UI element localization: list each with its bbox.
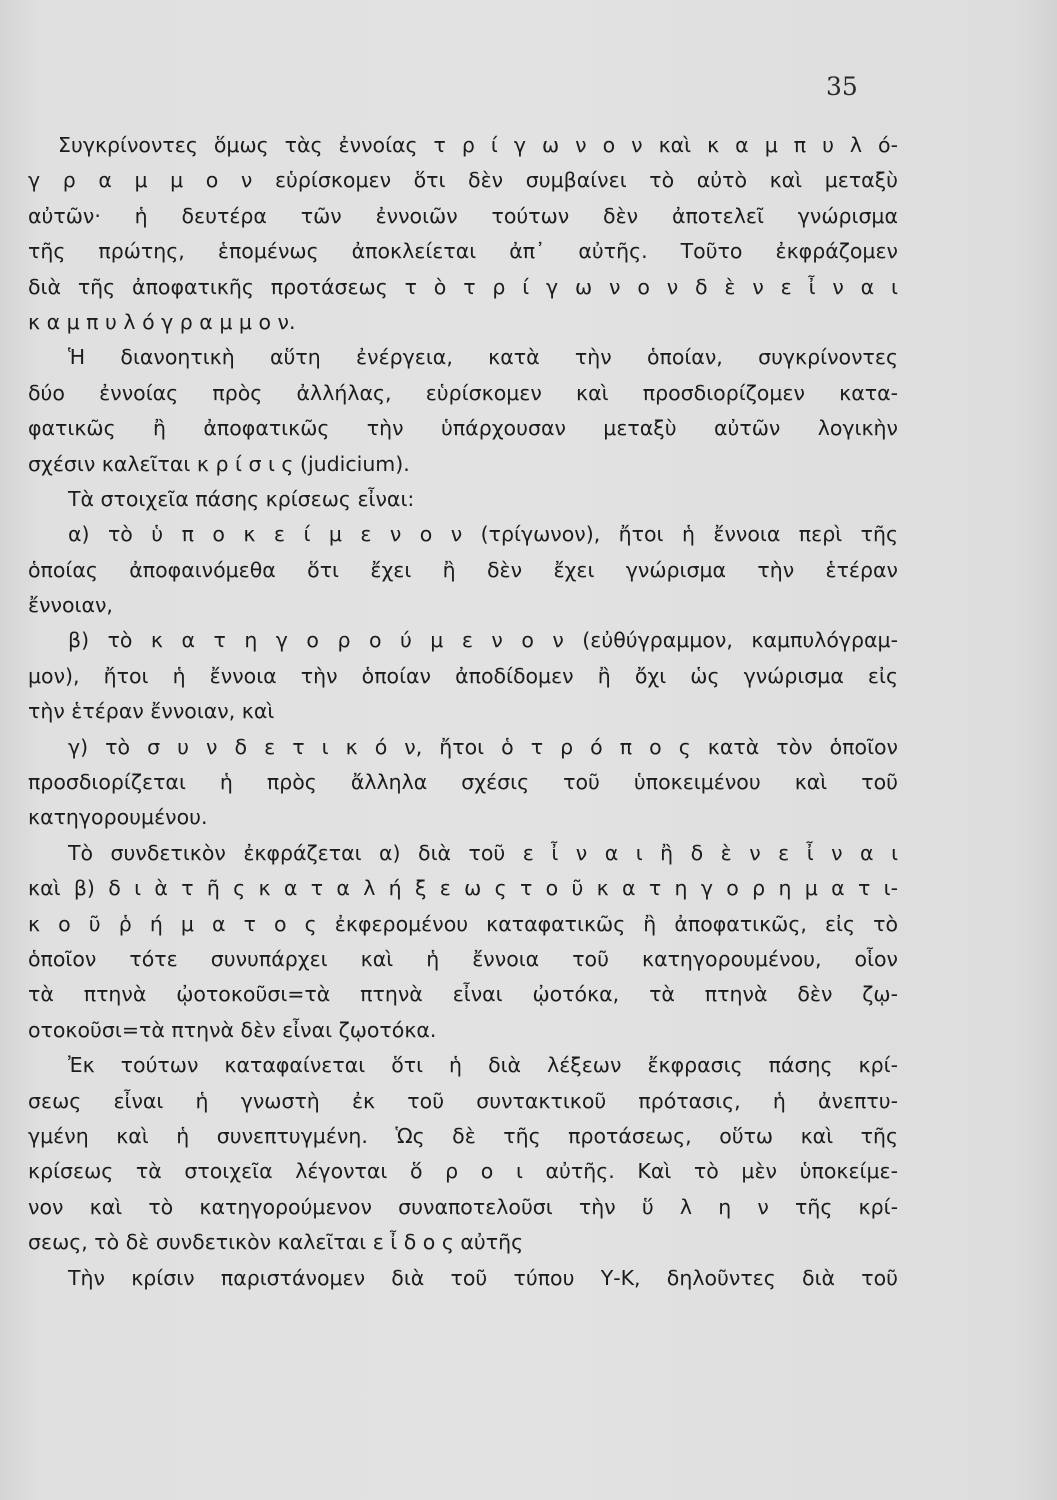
text-line: Ἡ διανοητικὴ αὕτη ἐνέργεια, κατὰ τὴν ὁποίαν, συγκρίνοντες: [68, 345, 898, 370]
text-line: α) τὸ ὑ π ο κ ε ί μ ε ν ο ν (τρίγωνον), ἤτοι ἡ ἔννοια περὶ τῆς: [68, 522, 898, 547]
text-line: οτοκοῦσι=τὰ πτηνὰ δὲν εἶναι ζῳοτόκα.: [28, 1017, 437, 1042]
text-line: γ ρ α μ μ ο ν εὑρίσκομεν ὅτι δὲν συμβαίνει τὸ αὐτὸ καὶ μεταξὺ: [28, 168, 898, 193]
text-line: διὰ τῆς ἀποφατικῆς προτάσεως τ ὸ τ ρ ί γ ω ν ο ν δ ὲ ν ε ἶ ν α ι: [28, 274, 898, 299]
text-line: σχέσιν καλεῖται κ ρ ί σ ι ς (judicium).: [28, 451, 410, 476]
text-line: τὴν ἑτέραν ἔννοιαν, καὶ: [28, 699, 275, 724]
text-line: ἔννοιαν,: [28, 593, 113, 618]
text-line: Τὸ συνδετικὸν ἐκφράζεται α) διὰ τοῦ ε ἶ ν α ι ἢ δ ὲ ν ε ἶ ν α ι: [68, 840, 898, 865]
text-line: ὁποῖον τότε συνυπάρχει καὶ ἡ ἔννοια τοῦ κατηγορουμένου, οἷον: [28, 946, 898, 971]
text-line: κ ο ῦ ῥ ή μ α τ ο ς ἐκφερομένου καταφατικῶς ἢ ἀποφατικῶς, εἰς τὸ: [28, 911, 898, 936]
page-number: 35: [826, 72, 858, 101]
text-line: προσδιορίζεται ἡ πρὸς ἄλληλα σχέσις τοῦ ὑποκειμένου καὶ τοῦ: [28, 770, 898, 795]
text-line: κατηγορουμένου.: [28, 805, 208, 830]
text-line: σεως εἶναι ἡ γνωστὴ ἐκ τοῦ συντακτικοῦ πρότασις, ἡ ἀνεπτυ-: [28, 1088, 898, 1113]
text-line: μον), ἤτοι ἡ ἔννοια τὴν ὁποίαν ἀποδίδομεν ἢ ὄχι ὡς γνώρισμα εἰς: [28, 663, 898, 688]
text-line: Τὴν κρίσιν παριστάνομεν διὰ τοῦ τύπου Υ-Κ, δηλοῦντες διὰ τοῦ: [68, 1265, 898, 1290]
text-line: καὶ β) δ ι ὰ τ ῆ ς κ α τ α λ ή ξ ε ω ς τ ο ῦ κ α τ η γ ο ρ η μ α τ ι-: [28, 876, 898, 901]
text-line: γμένη καὶ ἡ συνεπτυγμένη. Ὡς δὲ τῆς προτάσεως, οὕτω καὶ τῆς: [28, 1123, 898, 1148]
text-line: ὁποίας ἀποφαινόμεθα ὅτι ἔχει ἢ δὲν ἔχει γνώρισμα τὴν ἑτέραν: [28, 557, 898, 582]
text-line: Ἐκ τούτων καταφαίνεται ὅτι ἡ διὰ λέξεων ἔκφρασις πάσης κρί-: [68, 1053, 898, 1078]
text-line: γ) τὸ σ υ ν δ ε τ ι κ ό ν, ἤτοι ὁ τ ρ ό π ο ς κατὰ τὸν ὁποῖον: [68, 734, 898, 759]
text-line: δύο ἐννοίας πρὸς ἀλλήλας, εὑρίσκομεν καὶ προσδιορίζομεν κατα-: [28, 380, 898, 405]
text-line: τὰ πτηνὰ ᾠοτοκοῦσι=τὰ πτηνὰ εἶναι ᾠοτόκα, τὰ πτηνὰ δὲν ζῳ-: [28, 982, 898, 1007]
text-line: Συγκρίνοντες ὅμως τὰς ἐννοίας τ ρ ί γ ω ν ο ν καὶ κ α μ π υ λ ό-: [58, 133, 898, 157]
text-line: αὐτῶν· ἡ δευτέρα τῶν ἐννοιῶν τούτων δὲν ἀποτελεῖ γνώρισμα: [28, 203, 898, 228]
text-line: κ α μ π υ λ ό γ ρ α μ μ ο ν.: [28, 309, 296, 334]
text-line: φατικῶς ἢ ἀποφατικῶς τὴν ὑπάρχουσαν μεταξὺ αὐτῶν λογικὴν: [28, 416, 898, 441]
text-line: κρίσεως τὰ στοιχεῖα λέγονται ὅ ρ ο ι αὐτῆς. Καὶ τὸ μὲν ὑποκείμε-: [28, 1159, 898, 1184]
text-line: Τὰ στοιχεῖα πάσης κρίσεως εἶναι:: [68, 486, 415, 511]
text-line: τῆς πρώτης, ἑπομένως ἀποκλείεται ἀπ᾽ αὐτῆς. Τοῦτο ἐκφράζομεν: [28, 239, 898, 264]
text-line: β) τὸ κ α τ η γ ο ρ ο ύ μ ε ν ο ν (εὐθύγραμμον, καμπυλόγραμ-: [68, 628, 898, 653]
text-line: νον καὶ τὸ κατηγορούμενον συναποτελοῦσι τὴν ὕ λ η ν τῆς κρί-: [28, 1194, 898, 1219]
text-line: σεως, τὸ δὲ συνδετικὸν καλεῖται ε ἶ δ ο ς αὐτῆς: [28, 1230, 524, 1255]
page-text: [28, 128, 898, 1296]
